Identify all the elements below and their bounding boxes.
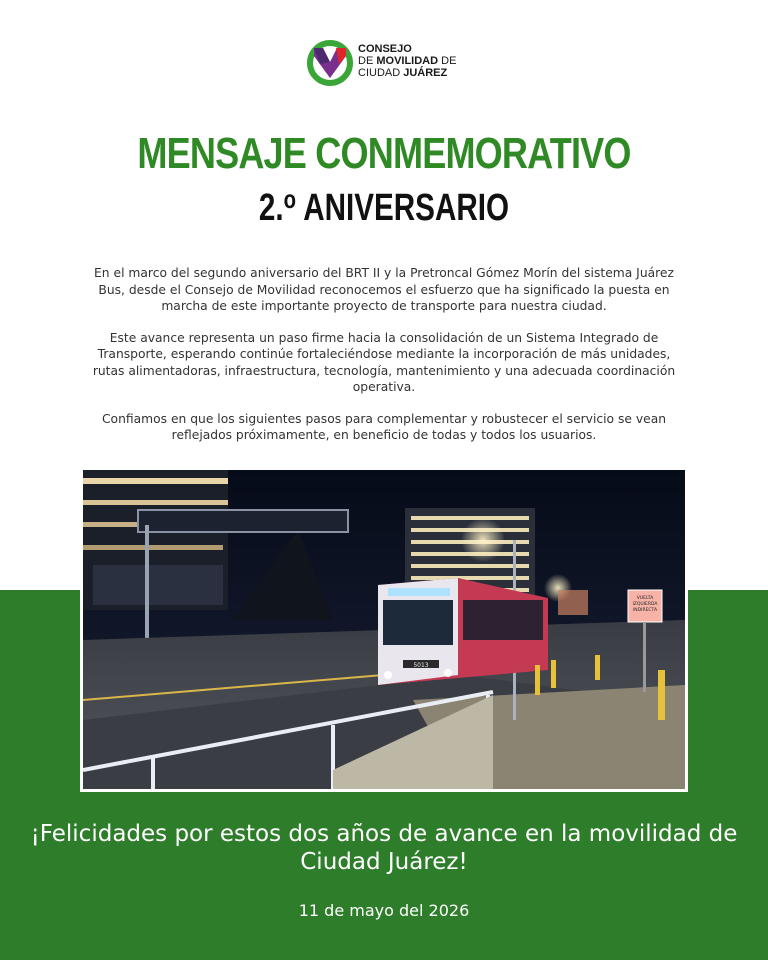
date-text: 11 de mayo del 2026 (298, 901, 470, 920)
logo-line-3 (358, 67, 456, 79)
logo-line-2-bold: MOVILIDAD (376, 55, 439, 67)
congratulations-message: ¡Felicidades por estos dos años de avance en la movilidad de Ciudad Juárez! (30, 821, 738, 875)
logo-line-2-pre: DE (358, 55, 377, 67)
page-title: MENSAJE CONMEMORATIVO (137, 129, 631, 178)
subtitle-number: 2. (258, 187, 284, 229)
logo-mark-icon (306, 38, 354, 86)
page-subtitle (84, 176, 683, 231)
svg-text:INDIRECTA: INDIRECTA (632, 608, 658, 613)
left-building (83, 470, 228, 610)
logo-line-1: CONSEJO (358, 43, 412, 55)
logo-line-3-bold: JUÁREZ (403, 67, 448, 79)
message-body (84, 265, 684, 459)
bus-label: 5013 (413, 662, 429, 669)
svg-text:IZQUIERDA: IZQUIERDA (632, 602, 658, 607)
paragraph-3: Confiamos en que los siguientes pasos para complementar y robustecer el servicio se vean reflejados próximamente, en beneficio de todas y todos los usuarios. (101, 411, 667, 442)
logo-line-2 (358, 55, 456, 67)
svg-text:VUELTA: VUELTA (636, 596, 654, 601)
paragraph-2: Este avance representa un paso firme hacia la consolidación de un Sistema Integrado de Transporte, esperando continúe fortaleciéndose mediante la incorporación de más unidades, rutas alimentadoras, infraestructura, tecnología, mantenimiento y una adecuada coordinación operativa. (92, 330, 676, 394)
logo-line-2-post: DE (438, 55, 457, 67)
subtitle-ordinal: o (283, 184, 297, 214)
night-bus-photo (80, 467, 688, 792)
subtitle-text: ANIVERSARIO (296, 187, 510, 229)
logo (306, 38, 476, 86)
paragraph-1: En el marco del segundo aniversario del BRT II y la Pretroncal Gómez Morín del sistema Juárez Bus, desde el Consejo de Movilidad reconocemos el esfuerzo que ha significado la puesta en marcha de este importante proyecto de transporte para nuestra ciudad. (94, 266, 674, 313)
logo-wordmark (358, 43, 456, 79)
bus (378, 578, 548, 685)
logo-line-3-pre: CIUDAD (358, 67, 404, 79)
photo-illustration (83, 470, 685, 789)
